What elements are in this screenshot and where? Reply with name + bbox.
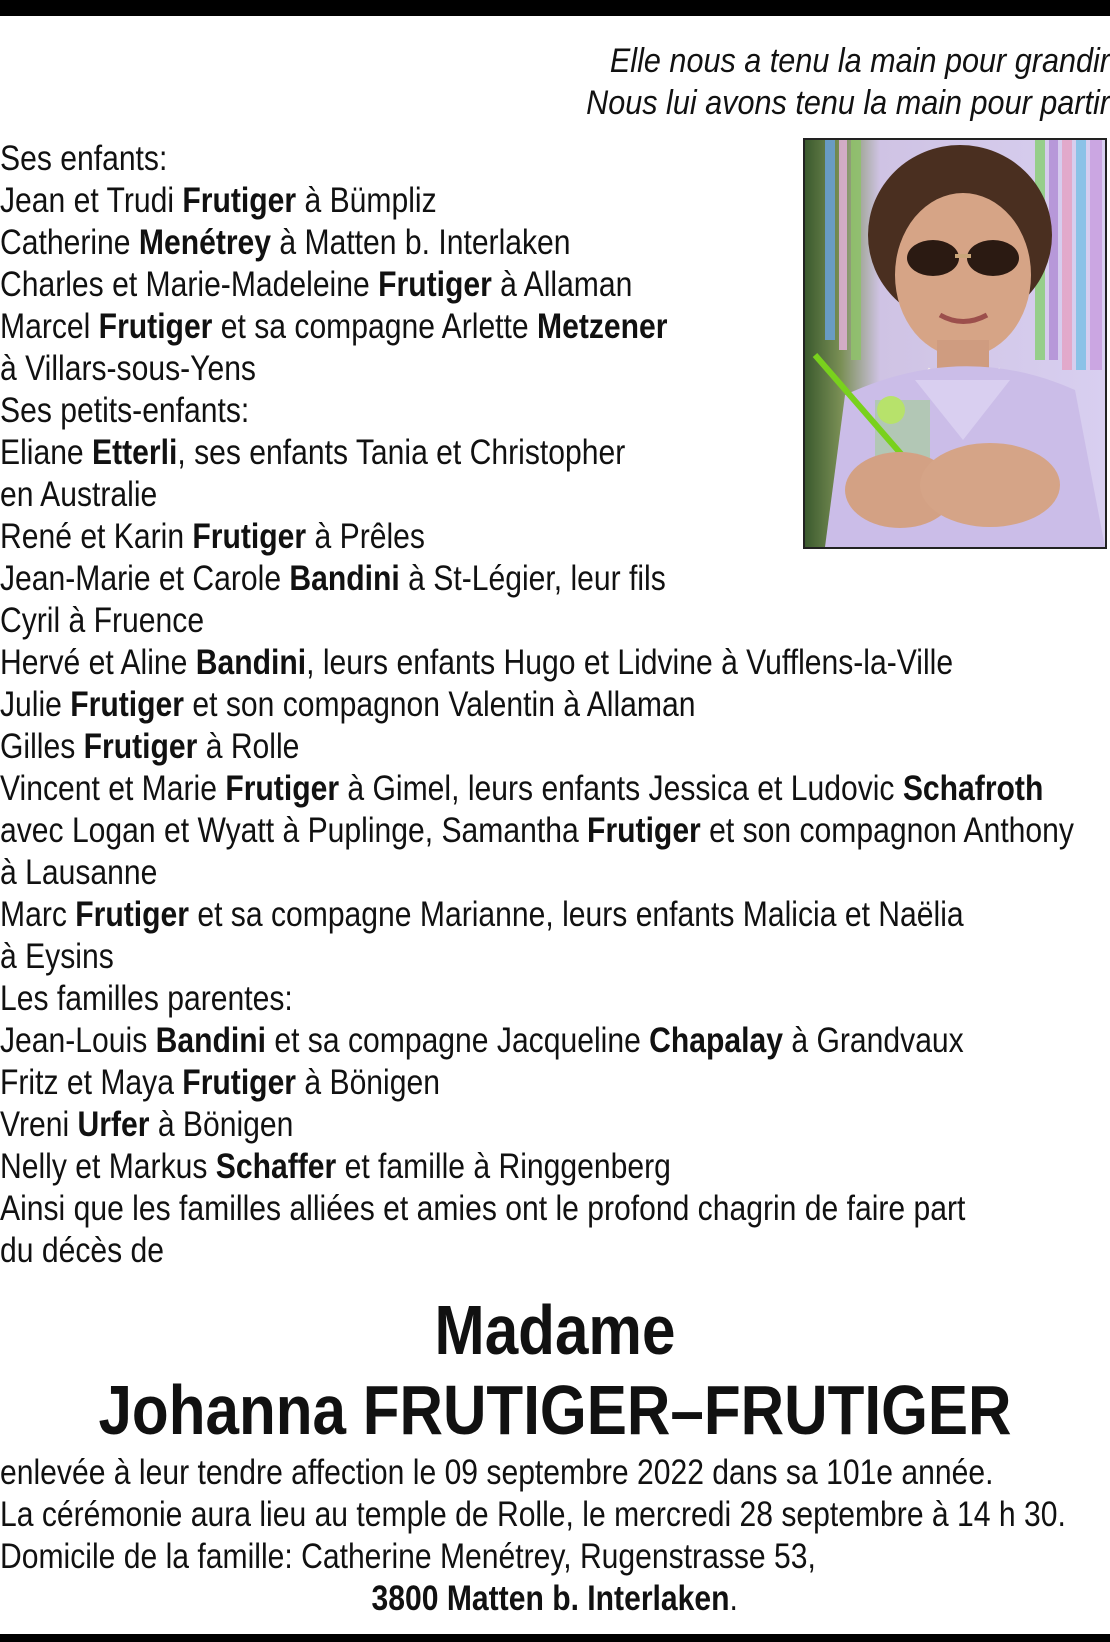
list-item: Vincent et Marie Frutiger à Gimel, leurs enfants Jessica et Ludovic Schafroth [0, 769, 1044, 808]
closing-line-2: du décès de [0, 1231, 165, 1270]
list-item: Charles et Marie-Madeleine Frutiger à Allaman [0, 265, 633, 304]
list-item: Marcel Frutiger et sa compagne Arlette Metzener [0, 307, 668, 346]
list-item: à Villars-sous-Yens [0, 349, 256, 388]
relatives-heading: Les familles parentes: [0, 979, 293, 1018]
deceased-title: Madame [434, 1291, 676, 1369]
epigraph-line-1: Elle nous a tenu la main pour grandir [609, 42, 1110, 80]
deceased-name: Johanna FRUTIGER–FRUTIGER [98, 1371, 1012, 1449]
list-item: Julie Frutiger et son compagnon Valentin à Allaman [0, 685, 696, 724]
epigraph [390, 40, 1110, 124]
epigraph-line-2: Nous lui avons tenu la main pour partir [586, 84, 1110, 122]
footer-line-3: Domicile de la famille: Catherine Menétrey, Rugenstrasse 53, [0, 1537, 816, 1576]
list-item: Fritz et Maya Frutiger à Bönigen [0, 1063, 440, 1102]
list-item: Jean et Trudi Frutiger à Bümpliz [0, 181, 437, 220]
list-item: à Lausanne [0, 853, 158, 892]
list-item: Marc Frutiger et sa compagne Marianne, leurs enfants Malicia et Naëlia [0, 895, 964, 934]
footer-details [0, 1452, 1109, 1620]
footer-line-2: La cérémonie aura lieu au temple de Rolle, le mercredi 28 septembre à 14 h 30. [0, 1495, 1066, 1534]
deceased-name-block [0, 1290, 1110, 1450]
list-item: René et Karin Frutiger à Prêles [0, 517, 425, 556]
list-item: en Australie [0, 475, 158, 514]
footer-line-1: enlevée à leur tendre affection le 09 septembre 2022 dans sa 101e année. [0, 1453, 994, 1492]
bottom-rule [0, 1634, 1110, 1642]
list-item: Catherine Menétrey à Matten b. Interlaken [0, 223, 571, 262]
list-item: Jean-Louis Bandini et sa compagne Jacqueline Chapalay à Grandvaux [0, 1021, 964, 1060]
top-rule [0, 0, 1110, 16]
list-item: Gilles Frutiger à Rolle [0, 727, 300, 766]
list-item: Eliane Etterli, ses enfants Tania et Christopher [0, 433, 626, 472]
grandchildren-heading: Ses petits-enfants: [0, 391, 250, 430]
list-item: Hervé et Aline Bandini, leurs enfants Hugo et Lidvine à Vufflens-la-Ville [0, 643, 954, 682]
list-item: à Eysins [0, 937, 114, 976]
list-item: avec Logan et Wyatt à Puplinge, Samantha Frutiger et son compagnon Anthony [0, 811, 1074, 850]
list-item: Nelly et Markus Schaffer et famille à Ringgenberg [0, 1147, 671, 1186]
list-item: Cyril à Fruence [0, 601, 205, 640]
list-item: Vreni Urfer à Bönigen [0, 1105, 294, 1144]
family-list [0, 138, 1074, 1272]
children-heading: Ses enfants: [0, 139, 168, 178]
footer-address: 3800 Matten b. Interlaken. [371, 1579, 738, 1618]
list-item: Jean-Marie et Carole Bandini à St-Légier, leur fils [0, 559, 666, 598]
closing-line-1: Ainsi que les familles alliées et amies ont le profond chagrin de faire part [0, 1189, 966, 1228]
